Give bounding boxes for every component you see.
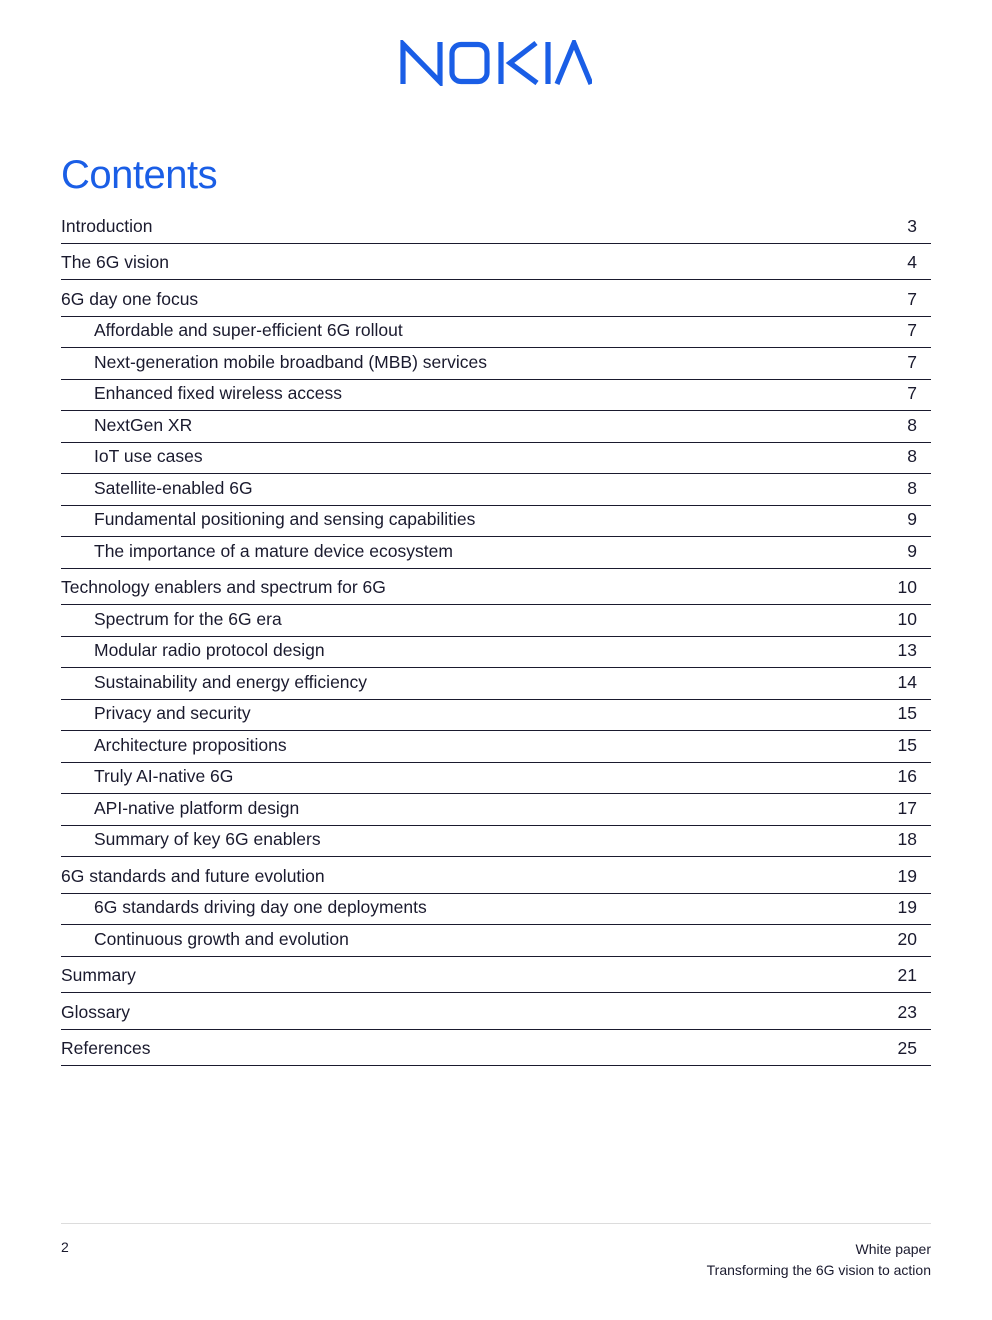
toc-subsection-entry[interactable] bbox=[61, 731, 931, 763]
toc-entry-page-number: 8 bbox=[907, 414, 917, 435]
toc-subsection-entry[interactable] bbox=[61, 637, 931, 669]
toc-entry-page-number: 7 bbox=[907, 383, 917, 403]
toc-section-entry[interactable] bbox=[61, 244, 931, 281]
toc-entry-label: Enhanced fixed wireless access bbox=[94, 383, 343, 403]
toc-entry-page-number: 10 bbox=[897, 577, 917, 597]
toc-entry-label: Spectrum for the 6G era bbox=[94, 608, 282, 629]
footer-page-number: 2 bbox=[61, 1239, 69, 1255]
toc-subsection-entry[interactable] bbox=[61, 411, 931, 443]
toc-section-entry[interactable] bbox=[61, 957, 931, 994]
toc-section-entry[interactable] bbox=[61, 569, 931, 606]
toc-entry-page-number: 9 bbox=[907, 509, 917, 529]
toc-entry-label: Architecture propositions bbox=[94, 734, 287, 755]
toc-entry-page-number: 16 bbox=[897, 766, 917, 786]
toc-subsection-entry[interactable] bbox=[61, 380, 931, 412]
toc-subsection-entry[interactable] bbox=[61, 537, 931, 569]
toc-entry-label: Affordable and super-efficient 6G rollout bbox=[94, 320, 403, 340]
toc-subsection-entry[interactable] bbox=[61, 700, 931, 732]
toc-entry-page-number: 3 bbox=[907, 215, 917, 236]
toc-subsection-entry[interactable] bbox=[61, 605, 931, 637]
toc-subsection-entry[interactable] bbox=[61, 506, 931, 538]
toc-entry-page-number: 10 bbox=[897, 608, 917, 629]
toc-entry-label: Modular radio protocol design bbox=[94, 640, 325, 660]
toc-entry-label: The 6G vision bbox=[61, 252, 169, 272]
toc-entry-page-number: 18 bbox=[897, 829, 917, 849]
toc-entry-label: Truly AI-native 6G bbox=[94, 766, 234, 786]
toc-entry-page-number: 25 bbox=[897, 1038, 917, 1058]
toc-subsection-entry[interactable] bbox=[61, 317, 931, 349]
toc-entry-label: IoT use cases bbox=[94, 446, 203, 466]
toc-section-entry[interactable] bbox=[61, 993, 931, 1030]
toc-subsection-entry[interactable] bbox=[61, 925, 931, 957]
toc-entry-label: Technology enablers and spectrum for 6G bbox=[61, 577, 386, 597]
toc-section-entry[interactable] bbox=[61, 857, 931, 894]
toc-entry-label: Summary bbox=[61, 965, 136, 985]
toc-subsection-entry[interactable] bbox=[61, 794, 931, 826]
toc-entry-label: Introduction bbox=[61, 215, 153, 236]
toc-subsection-entry[interactable] bbox=[61, 443, 931, 475]
toc-entry-page-number: 21 bbox=[897, 965, 917, 985]
table-of-contents bbox=[61, 207, 931, 1066]
toc-entry-label: References bbox=[61, 1038, 151, 1058]
footer-document-info bbox=[707, 1239, 931, 1281]
toc-entry-label: 6G standards and future evolution bbox=[61, 865, 325, 886]
toc-entry-page-number: 8 bbox=[907, 477, 917, 498]
toc-entry-page-number: 4 bbox=[907, 252, 917, 272]
toc-subsection-entry[interactable] bbox=[61, 668, 931, 700]
page-title: Contents bbox=[61, 153, 218, 197]
toc-entry-page-number: 7 bbox=[907, 288, 917, 309]
toc-entry-page-number: 8 bbox=[907, 446, 917, 466]
toc-subsection-entry[interactable] bbox=[61, 894, 931, 926]
toc-entry-page-number: 19 bbox=[897, 865, 917, 886]
toc-entry-label: Glossary bbox=[61, 1001, 131, 1022]
toc-entry-page-number: 7 bbox=[907, 320, 917, 340]
toc-entry-label: API-native platform design bbox=[94, 797, 300, 818]
toc-entry-label: Summary of key 6G enablers bbox=[94, 829, 321, 849]
toc-entry-label: NextGen XR bbox=[94, 414, 193, 435]
toc-entry-page-number: 23 bbox=[897, 1001, 917, 1022]
toc-entry-page-number: 20 bbox=[897, 928, 917, 949]
toc-entry-label: Sustainability and energy efficiency bbox=[94, 671, 368, 692]
toc-entry-label: Next-generation mobile broadband (MBB) services bbox=[94, 351, 487, 372]
nokia-logo bbox=[400, 40, 592, 86]
footer-doc-title: Transforming the 6G vision to action bbox=[706, 1262, 931, 1278]
toc-subsection-entry[interactable] bbox=[61, 763, 931, 795]
toc-entry-page-number: 13 bbox=[897, 640, 917, 660]
toc-section-entry[interactable] bbox=[61, 1030, 931, 1067]
toc-entry-label: The importance of a mature device ecosystem bbox=[94, 540, 453, 561]
toc-subsection-entry[interactable] bbox=[61, 348, 931, 380]
toc-subsection-entry[interactable] bbox=[61, 826, 931, 858]
toc-entry-page-number: 14 bbox=[897, 671, 917, 692]
toc-entry-label: Privacy and security bbox=[94, 703, 251, 723]
toc-subsection-entry[interactable] bbox=[61, 474, 931, 506]
toc-entry-label: Fundamental positioning and sensing capabilities bbox=[94, 509, 476, 529]
toc-entry-label: Satellite-enabled 6G bbox=[94, 477, 253, 498]
footer-divider bbox=[61, 1223, 931, 1224]
toc-entry-page-number: 9 bbox=[907, 540, 917, 561]
toc-entry-label: 6G standards driving day one deployments bbox=[94, 897, 427, 917]
toc-entry-page-number: 15 bbox=[897, 703, 917, 723]
toc-entry-page-number: 19 bbox=[897, 897, 917, 917]
footer-doc-type: White paper bbox=[855, 1241, 931, 1257]
toc-entry-page-number: 17 bbox=[897, 797, 917, 818]
toc-entry-page-number: 7 bbox=[907, 351, 917, 372]
toc-entry-page-number: 15 bbox=[897, 734, 917, 755]
toc-entry-label: Continuous growth and evolution bbox=[94, 928, 349, 949]
toc-entry-label: 6G day one focus bbox=[61, 288, 199, 309]
toc-section-entry[interactable] bbox=[61, 280, 931, 317]
toc-section-entry[interactable] bbox=[61, 207, 931, 244]
